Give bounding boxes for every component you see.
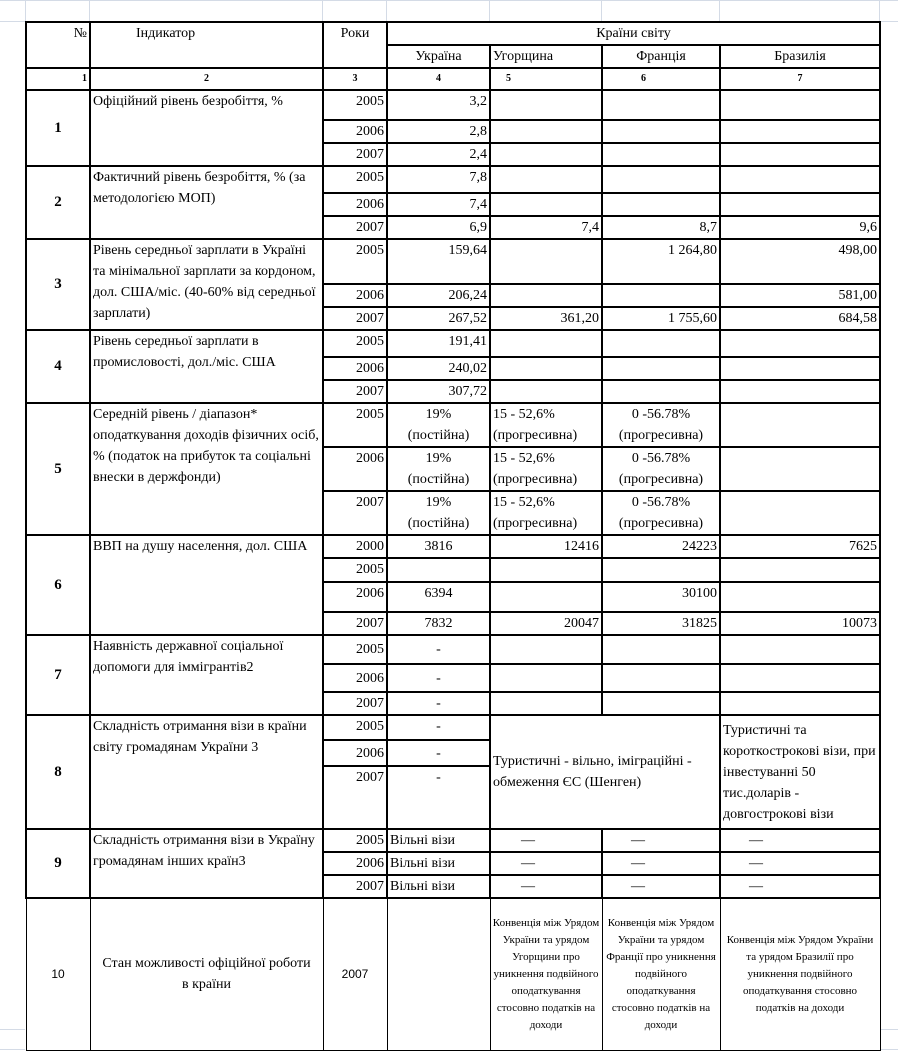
table-row — [26, 330, 880, 357]
value-cell[interactable]: — — [490, 875, 602, 898]
value-cell[interactable] — [720, 664, 880, 692]
value-cell[interactable] — [490, 582, 602, 612]
header-indicator[interactable]: Індикатор — [90, 22, 323, 68]
value-cell[interactable] — [602, 143, 720, 166]
value-cell[interactable] — [490, 120, 602, 143]
value-cell[interactable]: 7,4 — [387, 193, 490, 216]
value-cell[interactable] — [602, 120, 720, 143]
value-cell[interactable]: - — [387, 715, 490, 740]
year-cell[interactable]: 2006 — [323, 193, 387, 216]
tax-rate: 15 - 52,6% — [493, 495, 555, 510]
value-cell[interactable]: 267,52 — [387, 307, 490, 330]
tax-rate: 15 - 52,6% — [493, 451, 555, 466]
value-cell[interactable]: 8,7 — [602, 216, 720, 239]
year-cell[interactable]: 2007 — [323, 692, 387, 715]
value-cell[interactable]: 1 264,80 — [602, 239, 720, 284]
year-cell[interactable]: 2007 — [323, 216, 387, 239]
value-cell[interactable] — [490, 166, 602, 193]
value-cell[interactable]: Вільні візи — [387, 852, 490, 875]
row-number[interactable]: 7 — [26, 635, 90, 715]
value-cell[interactable] — [490, 357, 602, 380]
value-cell[interactable] — [602, 380, 720, 403]
value-cell[interactable]: Вільні візи — [387, 829, 490, 852]
value-cell[interactable] — [490, 558, 602, 582]
tax-cell-brazil[interactable] — [720, 447, 880, 491]
value-cell[interactable]: — — [720, 852, 880, 875]
value-cell[interactable]: 20047 — [490, 612, 602, 635]
value-cell[interactable]: - — [387, 766, 490, 829]
value-cell[interactable] — [602, 284, 720, 307]
value-cell[interactable]: 307,72 — [387, 380, 490, 403]
table-row — [26, 898, 880, 1050]
value-cell[interactable] — [490, 664, 602, 692]
year-cell[interactable]: 2006 — [323, 447, 387, 491]
year-cell[interactable]: 2007 — [323, 875, 387, 898]
data-table — [25, 21, 881, 1051]
table-row — [26, 239, 880, 284]
year-cell[interactable]: 2007 — [323, 612, 387, 635]
value-cell[interactable] — [720, 692, 880, 715]
row-number[interactable]: 8 — [26, 715, 90, 829]
value-cell[interactable]: 581,00 — [720, 284, 880, 307]
value-cell[interactable] — [720, 635, 880, 664]
tax-rate: 19% — [425, 407, 452, 422]
tax-cell-france[interactable] — [602, 447, 720, 491]
value-cell[interactable] — [720, 582, 880, 612]
tax-rate: 0 -56.78% — [631, 495, 691, 510]
tax-cell-hungary[interactable] — [490, 491, 602, 535]
indicator-cell[interactable]: Складність отримання візи в країни світу громадянам України 3 — [90, 715, 323, 829]
row-number[interactable]: 10 — [26, 898, 90, 1050]
value-cell[interactable] — [602, 692, 720, 715]
col-number[interactable]: 3 — [323, 68, 387, 90]
year-cell[interactable]: 2007 — [323, 307, 387, 330]
brazil-visa-cell[interactable]: Туристичні та короткострокові візи, при інвестуванні 50 тис.доларів - довгострокові візи — [720, 715, 880, 829]
value-cell[interactable]: 159,64 — [387, 239, 490, 284]
row-number[interactable]: 2 — [26, 166, 90, 239]
col-number[interactable]: 2 — [90, 68, 323, 90]
indicator-cell[interactable]: Рівень середньої зарплати в промисловості, дол./міс. США — [90, 330, 323, 403]
header-country-brazil[interactable]: Бразилія — [720, 45, 880, 68]
value-cell[interactable]: 684,58 — [720, 307, 880, 330]
tax-type: (прогресивна) — [493, 516, 578, 531]
col-number[interactable]: 7 — [720, 68, 880, 90]
year-cell[interactable]: 2005 — [323, 558, 387, 582]
year-cell[interactable]: 2006 — [323, 740, 387, 766]
table-row — [26, 403, 880, 447]
value-cell[interactable] — [720, 90, 880, 120]
value-cell[interactable]: 240,02 — [387, 357, 490, 380]
col-number[interactable]: 1 — [26, 68, 90, 90]
header-row — [26, 22, 880, 45]
col-number[interactable]: 6 — [602, 68, 720, 90]
value-cell[interactable] — [490, 635, 602, 664]
header-country-ukraine[interactable]: Україна — [387, 45, 490, 68]
column-number-row — [26, 68, 880, 90]
value-cell[interactable]: 9,6 — [720, 216, 880, 239]
header-years[interactable]: Роки — [323, 22, 387, 68]
value-cell[interactable] — [490, 284, 602, 307]
row-number[interactable]: 6 — [26, 535, 90, 635]
value-cell[interactable]: 191,41 — [387, 330, 490, 357]
value-cell[interactable]: 206,24 — [387, 284, 490, 307]
value-cell[interactable] — [720, 143, 880, 166]
year-cell[interactable]: 2006 — [323, 664, 387, 692]
value-cell[interactable] — [720, 193, 880, 216]
value-cell[interactable]: 31825 — [602, 612, 720, 635]
value-cell[interactable]: - — [387, 635, 490, 664]
value-cell[interactable]: 361,20 — [490, 307, 602, 330]
value-cell[interactable]: 30100 — [602, 582, 720, 612]
gridline — [0, 0, 898, 1]
value-cell[interactable] — [490, 380, 602, 403]
year-cell[interactable]: 2005 — [323, 403, 387, 447]
table-row — [26, 715, 880, 740]
indicator-cell[interactable]: Стан можливості офіційної роботи в країни — [90, 898, 323, 1050]
indicator-cell[interactable]: Фактичний рівень безробіття, % (за методологією МОП) — [90, 166, 323, 239]
tax-rate: 0 -56.78% — [631, 407, 691, 422]
value-cell[interactable] — [720, 380, 880, 403]
year-cell[interactable]: 2000 — [323, 535, 387, 558]
value-cell[interactable]: 7832 — [387, 612, 490, 635]
value-cell[interactable]: — — [490, 829, 602, 852]
year-cell[interactable]: 2006 — [323, 582, 387, 612]
value-cell[interactable] — [602, 90, 720, 120]
value-cell[interactable]: — — [720, 875, 880, 898]
value-cell[interactable] — [490, 239, 602, 284]
value-cell[interactable]: — — [720, 829, 880, 852]
value-cell[interactable]: 24223 — [602, 535, 720, 558]
value-cell[interactable] — [490, 143, 602, 166]
value-cell[interactable] — [387, 898, 490, 1050]
value-cell[interactable]: 10073 — [720, 612, 880, 635]
value-cell[interactable]: 2,4 — [387, 143, 490, 166]
value-cell[interactable]: 7,8 — [387, 166, 490, 193]
tax-type: (прогресивна) — [618, 472, 704, 487]
tax-rate: 19% — [425, 451, 452, 466]
tax-type: (постійна) — [407, 516, 470, 531]
value-cell[interactable]: - — [387, 740, 490, 766]
value-cell[interactable] — [602, 330, 720, 357]
row-number[interactable]: 9 — [26, 829, 90, 898]
table-row — [26, 166, 880, 193]
indicator-cell[interactable]: Офіційний рівень безробіття, % — [90, 90, 323, 166]
year-cell[interactable]: 2006 — [323, 852, 387, 875]
tax-cell-france[interactable] — [602, 403, 720, 447]
year-cell[interactable]: 2006 — [323, 284, 387, 307]
value-cell[interactable]: - — [387, 692, 490, 715]
convention-hungary-cell[interactable]: Конвенція між Урядом України та урядом Угорщини про уникнення подвійного оподаткування стосовно податків на доходи — [490, 898, 602, 1050]
year-cell[interactable]: 2007 — [323, 898, 387, 1050]
row-number[interactable]: 4 — [26, 330, 90, 403]
year-cell[interactable]: 2005 — [323, 330, 387, 357]
value-cell[interactable] — [387, 558, 490, 582]
tax-type: (прогресивна) — [618, 516, 704, 531]
value-cell[interactable]: 6,9 — [387, 216, 490, 239]
indicator-cell[interactable]: Складність отримання візи в Україну громадянам інших країн3 — [90, 829, 323, 898]
tax-rate: 0 -56.78% — [631, 451, 691, 466]
value-cell[interactable]: 7625 — [720, 535, 880, 558]
value-cell[interactable]: — — [602, 829, 720, 852]
year-cell[interactable]: 2005 — [323, 829, 387, 852]
year-cell[interactable]: 2007 — [323, 766, 387, 829]
table-row — [26, 635, 880, 664]
header-countries-group[interactable]: Країни світу — [387, 22, 880, 45]
tax-cell-ukraine[interactable] — [387, 403, 490, 447]
value-cell[interactable] — [720, 558, 880, 582]
tax-cell-hungary[interactable] — [490, 447, 602, 491]
table-row — [26, 535, 880, 558]
tax-cell-ukraine[interactable] — [387, 447, 490, 491]
tax-cell-hungary[interactable] — [490, 403, 602, 447]
table-row — [26, 90, 880, 120]
year-cell[interactable]: 2007 — [323, 143, 387, 166]
indicator-cell[interactable]: ВВП на душу населення, дол. США — [90, 535, 323, 635]
value-cell[interactable]: — — [490, 852, 602, 875]
year-cell[interactable]: 2007 — [323, 380, 387, 403]
value-cell[interactable] — [490, 330, 602, 357]
year-cell[interactable]: 2005 — [323, 239, 387, 284]
year-cell[interactable]: 2005 — [323, 635, 387, 664]
value-cell[interactable] — [720, 120, 880, 143]
col-number[interactable]: 4 — [387, 68, 490, 90]
year-cell[interactable]: 2007 — [323, 491, 387, 535]
value-cell[interactable]: — — [602, 875, 720, 898]
tax-type: (постійна) — [407, 428, 470, 443]
row-number[interactable]: 3 — [26, 239, 90, 330]
value-cell[interactable] — [720, 166, 880, 193]
value-cell[interactable] — [602, 664, 720, 692]
value-cell[interactable]: 2,8 — [387, 120, 490, 143]
tax-cell-brazil[interactable] — [720, 403, 880, 447]
tax-rate: 15 - 52,6% — [493, 407, 555, 422]
value-cell[interactable]: 3816 — [387, 535, 490, 558]
year-cell[interactable]: 2006 — [323, 357, 387, 380]
value-cell[interactable] — [602, 635, 720, 664]
value-cell[interactable]: 1 755,60 — [602, 307, 720, 330]
year-cell[interactable]: 2005 — [323, 166, 387, 193]
value-cell[interactable] — [602, 558, 720, 582]
tax-type: (прогресивна) — [493, 428, 578, 443]
header-country-france[interactable]: Франція — [602, 45, 720, 68]
indicator-cell[interactable]: Рівень середньої зарплати в Україні та мінімальної зарплати за кордоном, дол. США/міс. (40-60% від середньої зарплати) — [90, 239, 323, 330]
value-cell[interactable] — [490, 193, 602, 216]
value-cell[interactable]: 498,00 — [720, 239, 880, 284]
tax-type: (прогресивна) — [618, 428, 704, 443]
value-cell[interactable] — [720, 357, 880, 380]
value-cell[interactable]: - — [387, 664, 490, 692]
value-cell[interactable]: Вільні візи — [387, 875, 490, 898]
row-number[interactable]: 5 — [26, 403, 90, 535]
value-cell[interactable]: — — [602, 852, 720, 875]
value-cell[interactable]: 3,2 — [387, 90, 490, 120]
tax-cell-ukraine[interactable] — [387, 491, 490, 535]
table-row — [26, 829, 880, 852]
eu-visa-cell[interactable]: Туристичні - вільно, іміграційні - обмеження ЄС (Шенген) — [490, 715, 720, 829]
value-cell[interactable] — [490, 90, 602, 120]
value-cell[interactable]: 7,4 — [490, 216, 602, 239]
header-no[interactable]: № — [26, 22, 90, 68]
row-number[interactable]: 1 — [26, 90, 90, 166]
value-cell[interactable] — [490, 692, 602, 715]
tax-type: (постійна) — [407, 472, 470, 487]
tax-rate: 19% — [425, 495, 452, 510]
value-cell[interactable] — [602, 193, 720, 216]
tax-type: (прогресивна) — [493, 472, 578, 487]
indicator-cell[interactable]: Середній рівень / діапазон* оподаткування доходів фізичних осіб, % (податок на прибуток та соціальні внески в держфонди) — [90, 403, 323, 535]
year-cell[interactable]: 2005 — [323, 715, 387, 740]
value-cell[interactable]: 12416 — [490, 535, 602, 558]
col-number[interactable]: 5 — [490, 68, 602, 90]
tax-cell-france[interactable] — [602, 491, 720, 535]
value-cell[interactable] — [602, 166, 720, 193]
convention-brazil-cell[interactable]: Конвенція між Урядом України та урядом Бразилії про уникнення подвійного оподаткування стосовно податків на доходи — [720, 898, 880, 1050]
header-country-hungary[interactable]: Угорщина — [490, 45, 602, 68]
indicator-cell[interactable]: Наявність державної соціальної допомоги для іммігрантів2 — [90, 635, 323, 715]
value-cell[interactable]: 6394 — [387, 582, 490, 612]
year-cell[interactable]: 2006 — [323, 120, 387, 143]
value-cell[interactable] — [720, 330, 880, 357]
tax-cell-brazil[interactable] — [720, 491, 880, 535]
year-cell[interactable]: 2005 — [323, 90, 387, 120]
convention-france-cell[interactable]: Конвенція між Урядом України та урядом Франції про уникнення подвійного оподаткування стосовно податків на доходи — [602, 898, 720, 1050]
value-cell[interactable] — [602, 357, 720, 380]
